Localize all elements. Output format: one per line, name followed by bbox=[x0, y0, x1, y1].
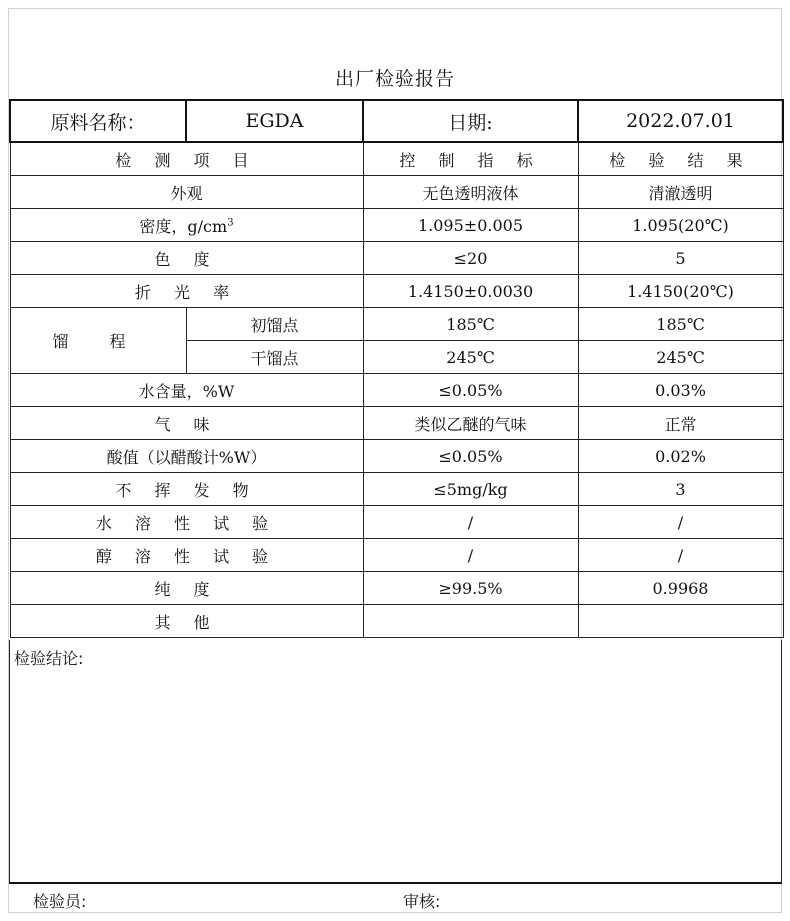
table-row bbox=[10, 572, 783, 605]
row-spec: 类似乙醚的气味 bbox=[363, 407, 578, 440]
row-result: 清澈透明 bbox=[578, 176, 783, 209]
column-header-item: 检 测 项 目 bbox=[10, 142, 363, 176]
row-item: 纯 度 bbox=[10, 572, 363, 605]
row-item: 其 他 bbox=[10, 605, 363, 638]
row-spec bbox=[363, 605, 578, 638]
table-row bbox=[10, 506, 783, 539]
inspection-table bbox=[9, 99, 784, 638]
row-subitem: 干馏点 bbox=[186, 341, 363, 374]
row-result: / bbox=[578, 506, 783, 539]
row-spec: / bbox=[363, 506, 578, 539]
table-row bbox=[10, 440, 783, 473]
table-row bbox=[10, 374, 783, 407]
conclusion-label: 检验结论: bbox=[14, 649, 84, 668]
row-spec: ≤0.05% bbox=[363, 374, 578, 407]
row-spec: / bbox=[363, 539, 578, 572]
table-row bbox=[10, 209, 783, 242]
row-result: 0.9968 bbox=[578, 572, 783, 605]
table-row bbox=[10, 275, 783, 308]
row-result: 0.03% bbox=[578, 374, 783, 407]
column-header-result: 检 验 结 果 bbox=[578, 142, 783, 176]
row-item bbox=[10, 209, 363, 242]
row-item: 酸值（以醋酸计%W） bbox=[10, 440, 363, 473]
table-row bbox=[10, 407, 783, 440]
row-spec: 185℃ bbox=[363, 308, 578, 341]
column-header-row bbox=[10, 142, 783, 176]
inspector-label: 检验员: bbox=[33, 892, 87, 911]
row-result: 245℃ bbox=[578, 341, 783, 374]
column-header-spec: 控 制 指 标 bbox=[363, 142, 578, 176]
row-item: 外观 bbox=[10, 176, 363, 209]
row-item-text: 密度，g/cm bbox=[139, 216, 228, 236]
table-row bbox=[10, 308, 783, 341]
row-item: 不 挥 发 物 bbox=[10, 473, 363, 506]
date-label: 日期: bbox=[363, 100, 578, 142]
reviewer-label: 审核: bbox=[403, 892, 441, 911]
row-subitem: 初馏点 bbox=[186, 308, 363, 341]
table-row bbox=[10, 176, 783, 209]
row-item: 醇 溶 性 试 验 bbox=[10, 539, 363, 572]
row-result: / bbox=[578, 539, 783, 572]
table-row bbox=[10, 473, 783, 506]
row-spec: ≤0.05% bbox=[363, 440, 578, 473]
row-spec: 245℃ bbox=[363, 341, 578, 374]
row-result: 1.4150(20℃) bbox=[578, 275, 783, 308]
report-title: 出厂检验报告 bbox=[334, 68, 455, 90]
row-result: 3 bbox=[578, 473, 783, 506]
row-spec: ≥99.5% bbox=[363, 572, 578, 605]
row-spec: 1.4150±0.0030 bbox=[363, 275, 578, 308]
table-row bbox=[10, 539, 783, 572]
row-result: 1.095(20℃) bbox=[578, 209, 783, 242]
row-spec: 无色透明液体 bbox=[363, 176, 578, 209]
row-item: 水 溶 性 试 验 bbox=[10, 506, 363, 539]
row-result bbox=[578, 605, 783, 638]
row-spec: ≤5mg/kg bbox=[363, 473, 578, 506]
row-item: 折 光 率 bbox=[10, 275, 363, 308]
table-row bbox=[10, 605, 783, 638]
material-label: 原料名称： bbox=[10, 100, 186, 142]
row-item: 气 味 bbox=[10, 407, 363, 440]
row-spec: ≤20 bbox=[363, 242, 578, 275]
row-item: 水含量，%W bbox=[10, 374, 363, 407]
table-row bbox=[10, 242, 783, 275]
row-spec: 1.095±0.005 bbox=[363, 209, 578, 242]
header-row bbox=[10, 100, 783, 142]
conclusion-box bbox=[9, 640, 782, 884]
row-group-distillation: 馏 程 bbox=[10, 308, 186, 374]
row-result: 5 bbox=[578, 242, 783, 275]
row-item: 色 度 bbox=[10, 242, 363, 275]
date-value: 2022.07.01 bbox=[578, 100, 783, 142]
row-result: 正常 bbox=[578, 407, 783, 440]
row-result: 0.02% bbox=[578, 440, 783, 473]
material-value: EGDA bbox=[186, 100, 363, 142]
row-item-superscript: 3 bbox=[227, 217, 234, 229]
row-result: 185℃ bbox=[578, 308, 783, 341]
